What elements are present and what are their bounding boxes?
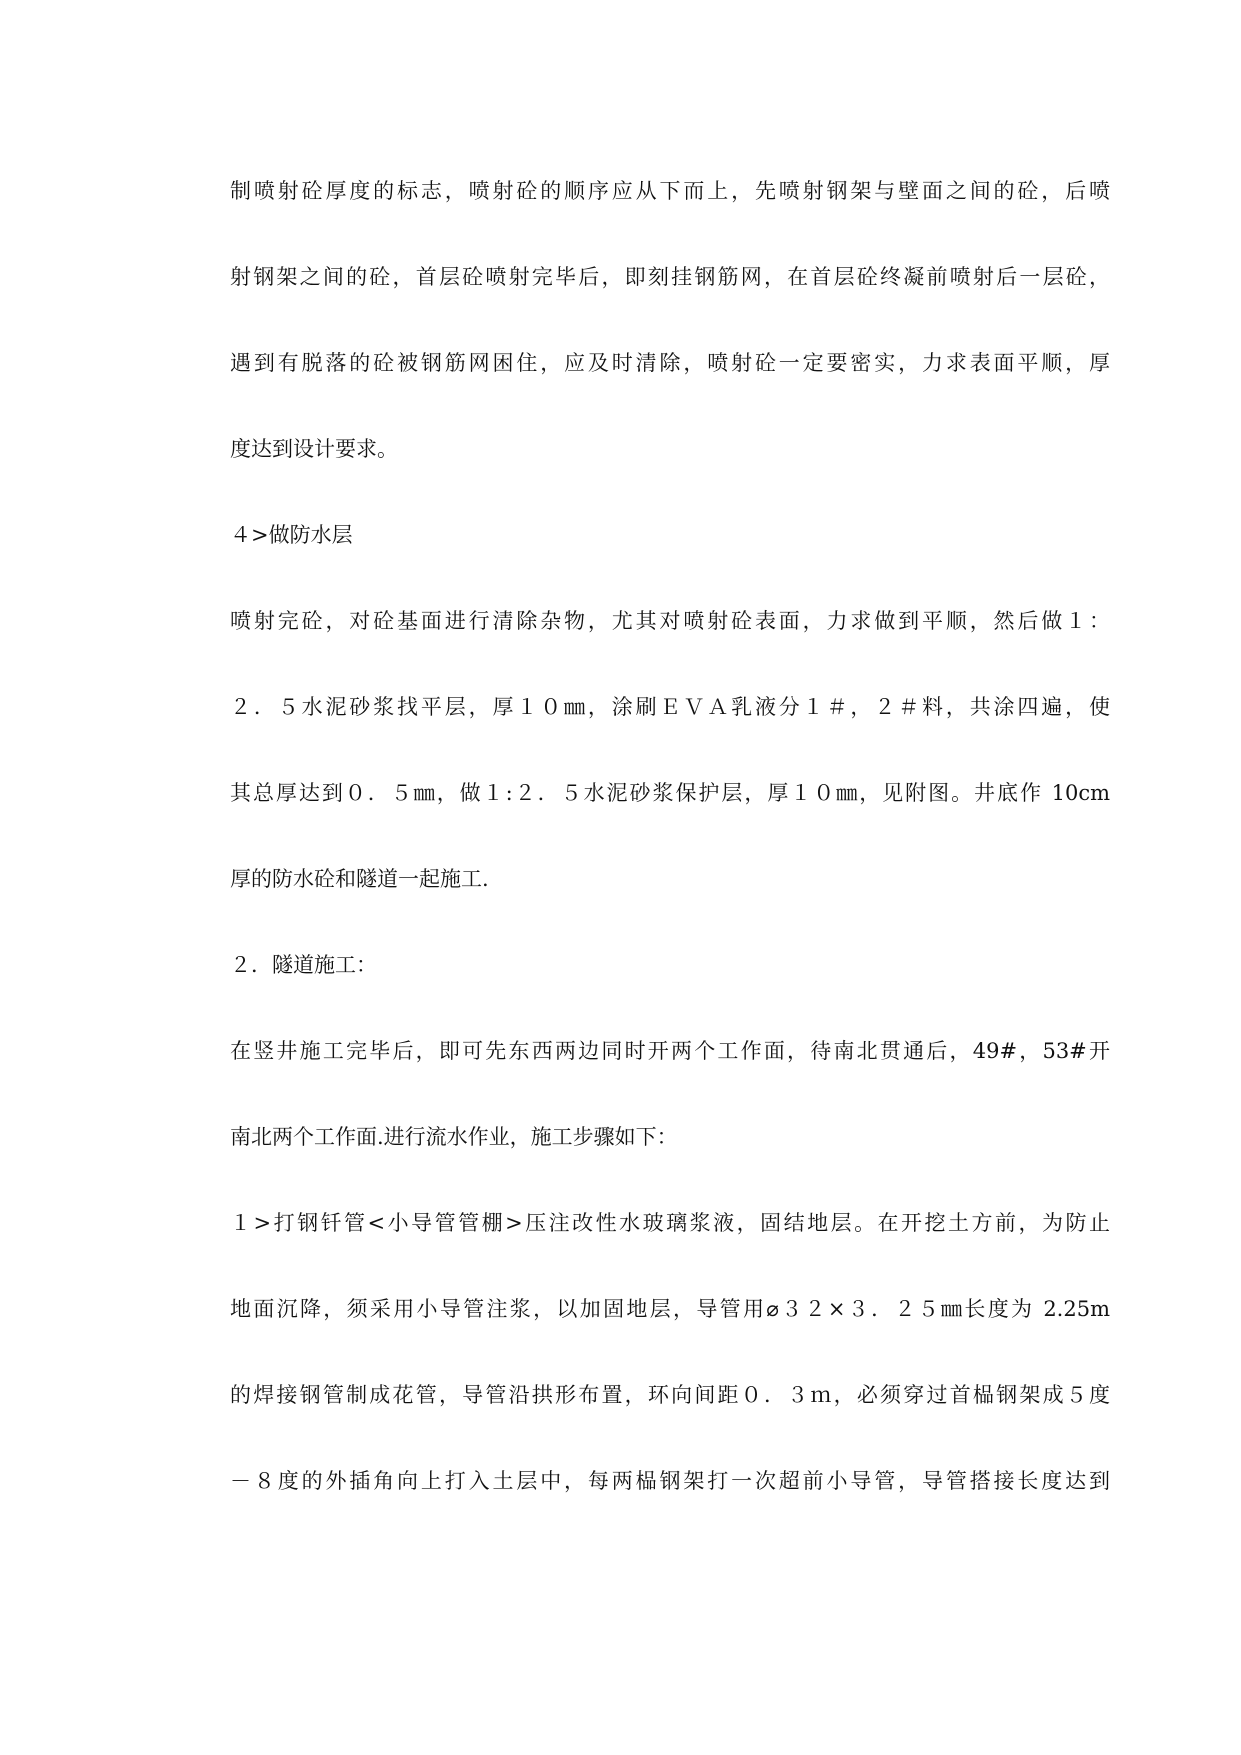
paragraph-line-6: ２．５水泥砂浆找平层，厚１０㎜，涂刷ＥＶＡ乳液分１＃，２＃料，共涂四遍，使	[230, 695, 1110, 719]
paragraph-line-5: 喷射完砼，对砼基面进行清除杂物，尤其对喷射砼表面，力求做到平顺，然后做１：	[230, 609, 1110, 633]
paragraph-line-3: 遇到有脱落的砼被钢筋网困住，应及时清除，喷射砼一定要密实，力求表面平顺，厚	[230, 351, 1110, 375]
section-heading-waterproof-layer: ４>做防水层	[230, 523, 353, 547]
paragraph-line-1: 制喷射砼厚度的标志，喷射砼的顺序应从下而上，先喷射钢架与壁面之间的砼，后喷	[230, 179, 1110, 203]
paragraph-line-13: 的焊接钢管制成花管，导管沿拱形布置，环向间距０．３ｍ，必须穿过首榀钢架成５度	[230, 1383, 1110, 1407]
paragraph-line-8: 厚的防水砼和隧道一起施工.	[230, 867, 489, 891]
paragraph-line-9: 在竖井施工完毕后，即可先东西两边同时开两个工作面，待南北贯通后，49#，53#开	[230, 1039, 1110, 1063]
paragraph-line-10: 南北两个工作面.进行流水作业，施工步骤如下：	[230, 1125, 678, 1149]
paragraph-line-14: －８度的外插角向上打入土层中，每两榀钢架打一次超前小导管，导管搭接长度达到	[230, 1469, 1110, 1493]
paragraph-line-4: 度达到设计要求。	[230, 437, 398, 461]
section-heading-tunnel-construction: ２．隧道施工：	[230, 953, 377, 977]
paragraph-line-7: 其总厚达到０．５㎜，做１:２．５水泥砂浆保护层，厚１０㎜，见附图。井底作 10cm	[230, 781, 1110, 805]
paragraph-line-2: 射钢架之间的砼，首层砼喷射完毕后，即刻挂钢筋网，在首层砼终凝前喷射后一层砼，	[230, 265, 1110, 289]
paragraph-line-12: 地面沉降，须采用小导管注浆，以加固地层，导管用⌀３２×３．２５㎜长度为 2.25m	[230, 1297, 1110, 1321]
paragraph-line-11: １>打钢钎管<小导管管棚>压注改性水玻璃浆液，固结地层。在开挖土方前，为防止	[230, 1211, 1110, 1235]
